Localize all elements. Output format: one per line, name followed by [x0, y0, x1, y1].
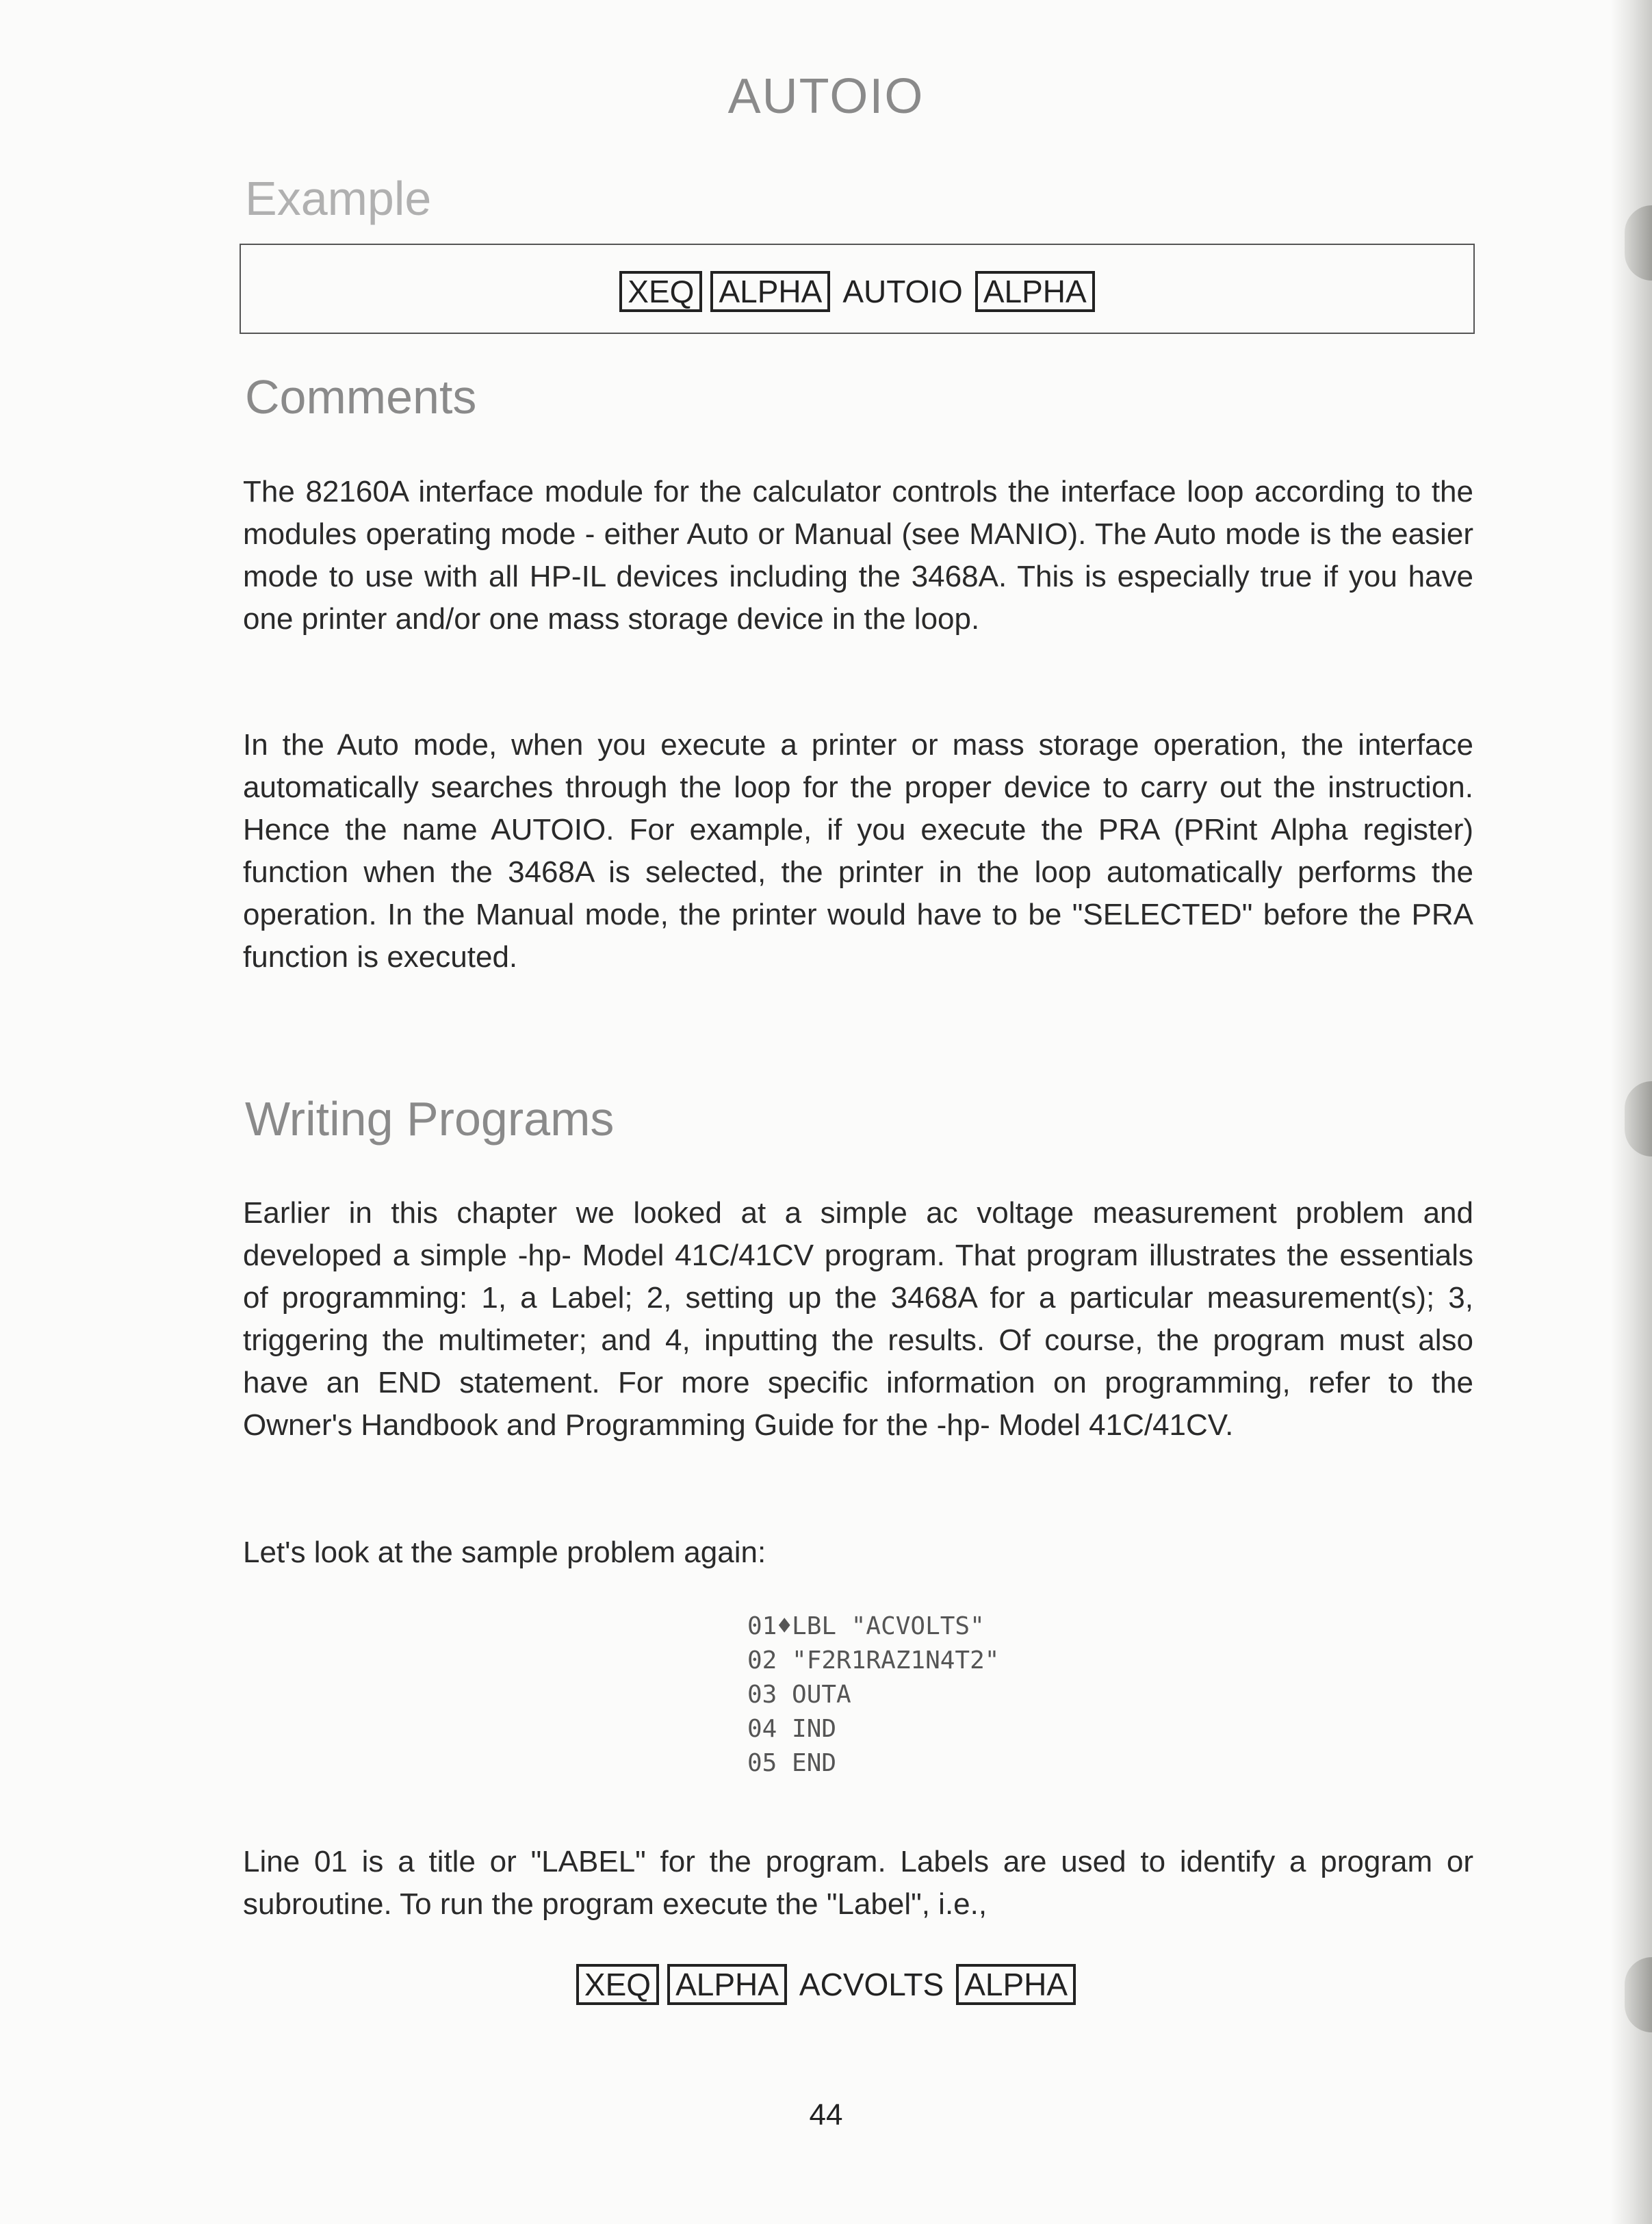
- program-line: 05 END: [747, 1749, 837, 1777]
- writing-paragraph: Let's look at the sample problem again:: [243, 1536, 766, 1569]
- program-name: ACVOLTS: [799, 1967, 944, 2002]
- alpha-key: ALPHA: [956, 1964, 1076, 2005]
- page-number: 44: [809, 2098, 843, 2132]
- example-box: [240, 244, 1475, 334]
- program-line: 04 IND: [747, 1715, 837, 1743]
- alpha-key: ALPHA: [975, 271, 1095, 312]
- example-keystrokes: [241, 271, 1473, 312]
- xeq-key: XEQ: [619, 271, 702, 312]
- comments-paragraph: The 82160A interface module for the calculator controls the interface loop according to the modules operating mode - either Auto or Manual (see MANIO). The Auto mode is the easier mode to use with all HP-IL devices including the 3468A. This is especially true if you have one printer and/or one mass storage device in the loop.: [243, 475, 1473, 636]
- writing-paragraph: Line 01 is a title or "LABEL" for the program. Labels are used to identify a program or subroutine. To run the program execute the "Label", i.e.,: [243, 1845, 1473, 1921]
- program-line: 03 OUTA: [747, 1681, 851, 1709]
- program-line: 01♦LBL "ACVOLTS": [747, 1612, 985, 1640]
- writing-programs-heading: Writing Programs: [245, 1092, 615, 1146]
- alpha-key: ALPHA: [710, 271, 830, 312]
- page-title: AUTOIO: [727, 69, 925, 124]
- comments-heading: Comments: [245, 370, 477, 424]
- example-heading: Example: [245, 172, 432, 225]
- xeq-key: XEQ: [576, 1964, 659, 2005]
- writing-paragraph: Earlier in this chapter we looked at a simple ac voltage measurement problem and developed a simple -hp- Model 41C/41CV program. That program illustrates the essentials of programming: 1, a Label; 2, setting up the 3468A for a particular measurement(s); 3, triggering the multimeter; and 4, inputting the results. Of course, the program must also have an END statement. For more specific information on programming, refer to the Owner's Handbook and Programming Guide for the -hp- Model 41C/41CV.: [243, 1196, 1473, 1442]
- program-line: 02 "F2R1RAZ1N4T2": [747, 1646, 1000, 1675]
- program-listing: [747, 1609, 999, 1781]
- run-keystrokes: [0, 1964, 1652, 2005]
- program-name: AUTOIO: [842, 274, 963, 309]
- alpha-key: ALPHA: [667, 1964, 787, 2005]
- comments-paragraph: In the Auto mode, when you execute a printer or mass storage operation, the interface automatically searches through the loop for the proper device to carry out the instruction. Hence the name AUTOIO. For example, if you execute the PRA (PRint Alpha register) function when the 3468A is selected, the printer in the loop automatically performs the operation. In the Manual mode, the printer would have to be "SELECTED" before the PRA function is executed.: [243, 728, 1473, 974]
